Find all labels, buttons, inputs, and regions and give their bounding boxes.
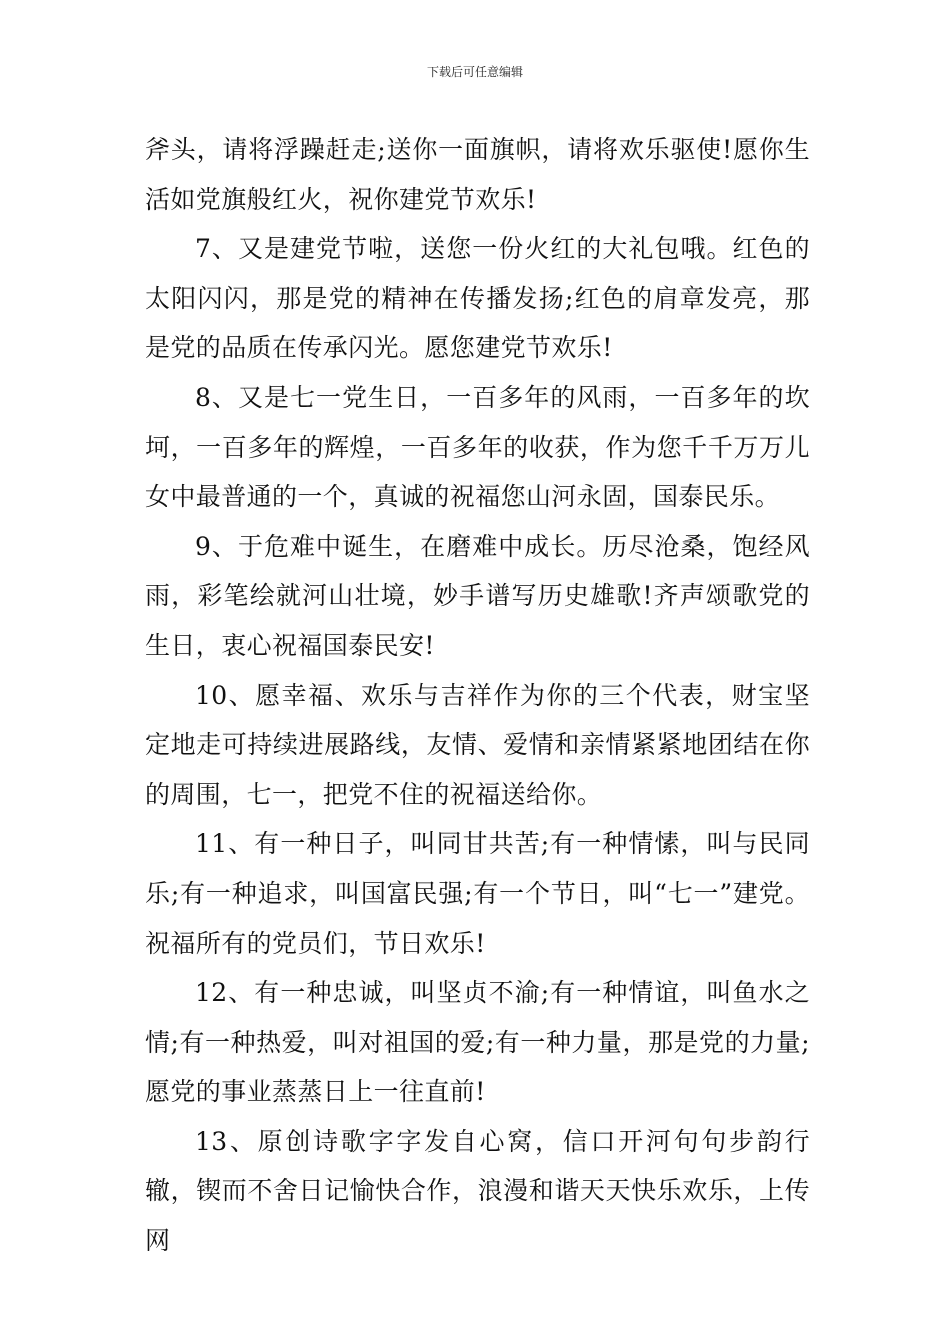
paragraph-3: 8、又是七一党生日，一百多年的风雨，一百多年的坎坷，一百多年的辉煌，一百多年的收获，作为您千千万万儿女中最普通的一个，真诚的祝福您山河永固，国泰民乐。	[145, 382, 810, 512]
paragraph-6: 11、有一种日子，叫同甘共苦;有一种情愫，叫与民同乐;有一种追求，叫国富民强;有一个节日，叫“七一”建党。祝福所有的党员们，节日欢乐!	[145, 829, 810, 958]
page-header: 下载后可任意编辑	[426, 65, 523, 79]
paragraph-4: 9、于危难中诞生，在磨难中成长。历尽沧桑，饱经风雨，彩笔绘就河山壮境，妙手谱写历史雄歌!齐声颂歌党的生日，衷心祝福国泰民安!	[145, 531, 810, 660]
paragraph-8: 13、原创诗歌字字发自心窝，信口开河句句步韵行辙，锲而不舍日记愉快合作，浪漫和谐天天快乐欢乐，上传网	[145, 1126, 810, 1256]
document-body	[145, 125, 810, 1266]
paragraph-5: 10、愿幸福、欢乐与吉祥作为你的三个代表，财宝坚定地走可持续进展路线，友情、爱情和亲情紧紧地团结在你的周围，七一，把党不住的祝福送给你。	[145, 680, 810, 809]
paragraph-2: 7、又是建党节啦，送您一份火红的大礼包哦。红色的太阳闪闪，那是党的精神在传播发扬;红色的肩章发亮，那是党的品质在传承闪光。愿您建党节欢乐!	[145, 234, 810, 363]
paragraph-7: 12、有一种忠诚，叫坚贞不渝;有一种情谊，叫鱼水之情;有一种热爱，叫对祖国的爱;有一种力量，那是党的力量;愿党的事业蒸蒸日上一往直前!	[145, 978, 810, 1107]
paragraph-1: 斧头，请将浮躁赶走;送你一面旗帜，请将欢乐驱使!愿你生活如党旗般红火，祝你建党节欢乐!	[145, 135, 810, 214]
